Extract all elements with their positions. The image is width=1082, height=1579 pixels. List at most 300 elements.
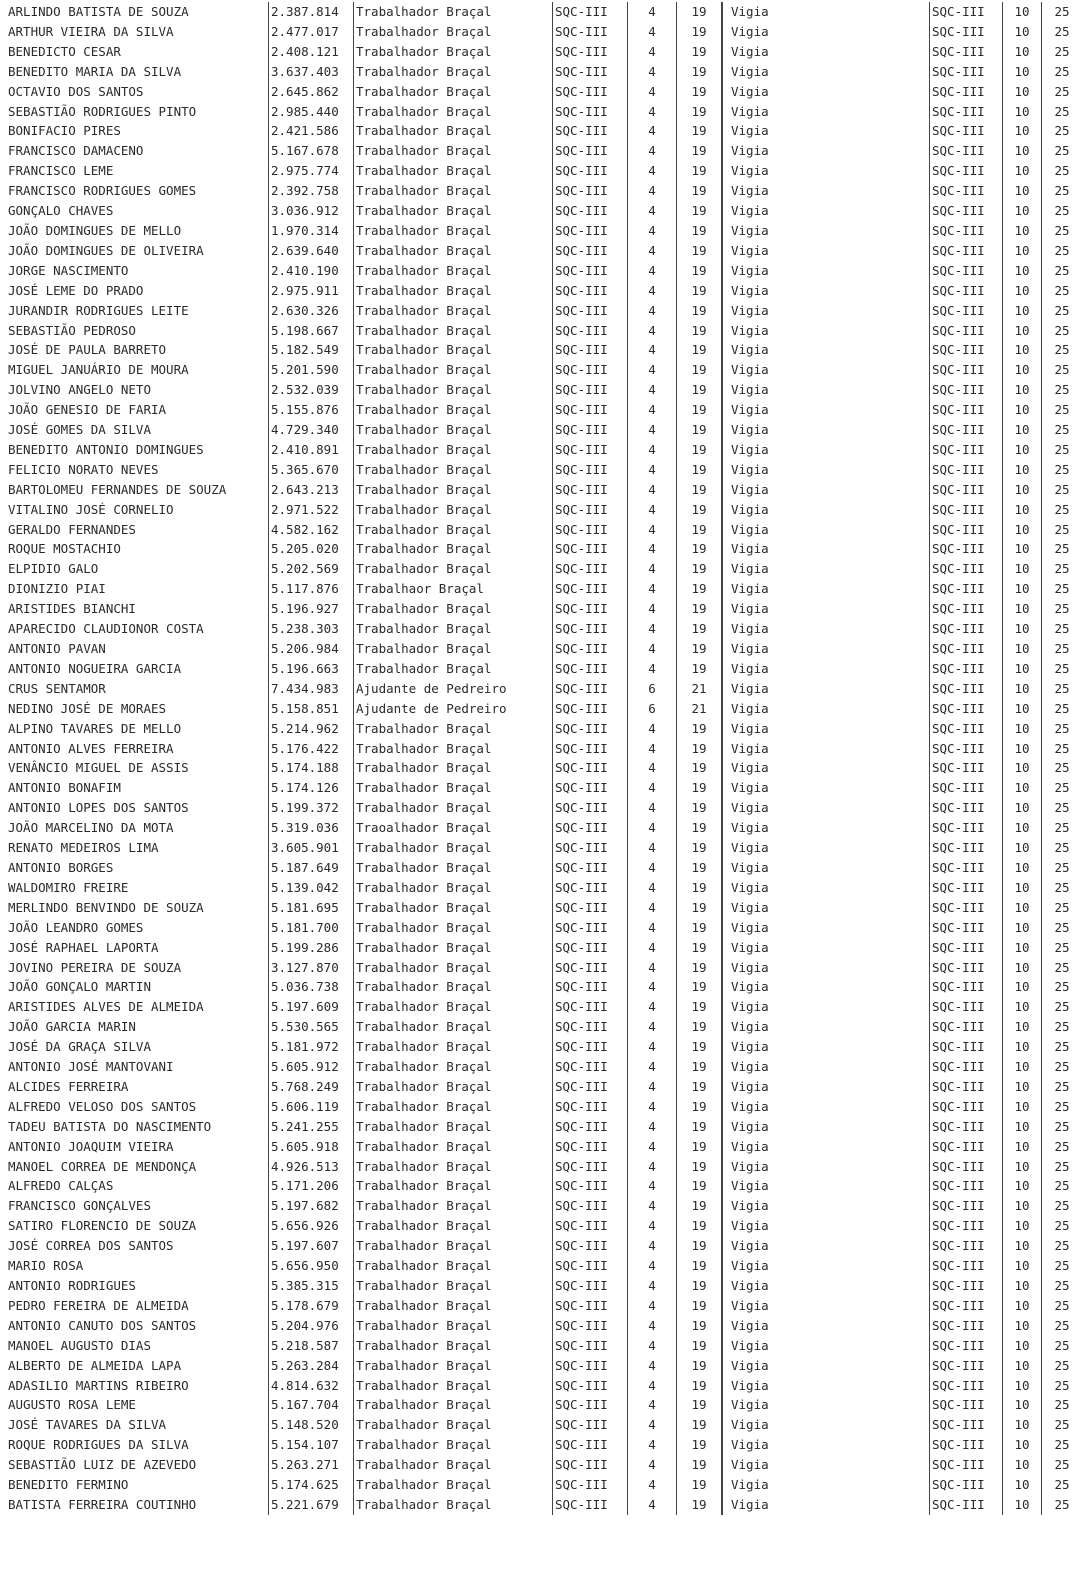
current-sqc: SQC-III <box>553 181 628 201</box>
new-role: Vigia <box>722 1395 930 1415</box>
new-sqc: SQC-III <box>930 440 1003 460</box>
new-grade: 25 <box>1042 1137 1082 1157</box>
employee-name: ANTONIO LOPES DOS SANTOS <box>8 800 189 816</box>
current-grade: 19 <box>677 301 723 321</box>
current-grade: 19 <box>677 858 723 878</box>
current-sqc: SQC-III <box>553 1475 628 1495</box>
new-ref: 10 <box>1003 1376 1042 1396</box>
current-role: Trabalhador Braçal <box>354 1415 553 1435</box>
employee-name: ROQUE RODRIGUES DA SILVA <box>8 1437 189 1453</box>
new-sqc: SQC-III <box>930 858 1003 878</box>
employee-name: ANTONIO BONAFIM <box>8 780 121 796</box>
new-role: Vigia <box>722 420 930 440</box>
current-sqc: SQC-III <box>553 1316 628 1336</box>
employee-name: ANTONIO JOAQUIM VIEIRA <box>8 1138 174 1154</box>
new-grade: 25 <box>1042 1077 1082 1097</box>
current-sqc: SQC-III <box>553 719 628 739</box>
employee-name: MANOEL CORREA DE MENDONÇA <box>8 1158 197 1174</box>
current-sqc: SQC-III <box>553 1196 628 1216</box>
current-ref: 4 <box>628 221 677 241</box>
new-grade: 25 <box>1042 818 1082 838</box>
new-grade: 25 <box>1042 699 1082 719</box>
table-row <box>4 520 1082 540</box>
table-row <box>4 141 1082 161</box>
employee-name: MERLINDO BENVINDO DE SOUZA <box>8 899 204 915</box>
current-grade: 19 <box>677 639 723 659</box>
current-ref: 4 <box>628 42 677 62</box>
new-sqc: SQC-III <box>930 2 1003 22</box>
current-grade: 19 <box>677 1256 723 1276</box>
new-role: Vigia <box>722 659 930 679</box>
employee-name: JOSÉ TAVARES DA SILVA <box>8 1417 167 1433</box>
employee-name: VENÂNCIO MIGUEL DE ASSIS <box>8 760 189 776</box>
current-ref: 4 <box>628 1435 677 1455</box>
current-ref: 4 <box>628 1356 677 1376</box>
new-role: Vigia <box>722 1057 930 1077</box>
new-role: Vigia <box>722 1256 930 1276</box>
new-sqc: SQC-III <box>930 201 1003 221</box>
employee-value: 2.532.039 <box>269 380 354 400</box>
employee-name: AUGUSTO ROSA LEME <box>8 1397 136 1413</box>
new-ref: 10 <box>1003 121 1042 141</box>
new-sqc: SQC-III <box>930 878 1003 898</box>
new-sqc: SQC-III <box>930 1077 1003 1097</box>
new-sqc: SQC-III <box>930 739 1003 759</box>
current-role: Trabalhador Braçal <box>354 898 553 918</box>
new-ref: 10 <box>1003 2 1042 22</box>
new-sqc: SQC-III <box>930 520 1003 540</box>
current-role: Trabalhador Braçal <box>354 440 553 460</box>
new-role: Vigia <box>722 778 930 798</box>
current-sqc: SQC-III <box>553 82 628 102</box>
new-grade: 25 <box>1042 1276 1082 1296</box>
new-role: Vigia <box>722 1117 930 1137</box>
new-grade: 25 <box>1042 42 1082 62</box>
current-ref: 4 <box>628 161 677 181</box>
new-role: Vigia <box>722 1037 930 1057</box>
table-row <box>4 539 1082 559</box>
table-row <box>4 1077 1082 1097</box>
employee-value: 2.408.121 <box>269 42 354 62</box>
current-grade: 19 <box>677 997 723 1017</box>
employee-name: ALFREDO CALÇAS <box>8 1178 114 1194</box>
employee-name: BENEDITO FERMINO <box>8 1477 129 1493</box>
current-role: Trabalhador Braçal <box>354 758 553 778</box>
employee-name: JOSÉ DA GRAÇA SILVA <box>8 1039 151 1055</box>
new-ref: 10 <box>1003 440 1042 460</box>
current-ref: 4 <box>628 400 677 420</box>
current-ref: 4 <box>628 619 677 639</box>
current-ref: 4 <box>628 1475 677 1495</box>
employee-name: JOSÉ RAPHAEL LAPORTA <box>8 939 159 955</box>
new-role: Vigia <box>722 141 930 161</box>
new-grade: 25 <box>1042 679 1082 699</box>
new-grade: 25 <box>1042 1435 1082 1455</box>
current-ref: 4 <box>628 639 677 659</box>
new-grade: 25 <box>1042 1196 1082 1216</box>
current-grade: 19 <box>677 241 723 261</box>
new-sqc: SQC-III <box>930 1236 1003 1256</box>
new-ref: 10 <box>1003 1117 1042 1137</box>
current-ref: 4 <box>628 739 677 759</box>
table-row <box>4 281 1082 301</box>
new-ref: 10 <box>1003 1236 1042 1256</box>
employee-name: BENEDITO ANTONIO DOMINGUES <box>8 441 204 457</box>
current-ref: 4 <box>628 1196 677 1216</box>
current-sqc: SQC-III <box>553 261 628 281</box>
table-row <box>4 241 1082 261</box>
current-grade: 19 <box>677 1157 723 1177</box>
current-sqc: SQC-III <box>553 520 628 540</box>
new-ref: 10 <box>1003 997 1042 1017</box>
current-sqc: SQC-III <box>553 1296 628 1316</box>
current-role: Trabalhador Braçal <box>354 1216 553 1236</box>
current-ref: 4 <box>628 121 677 141</box>
current-sqc: SQC-III <box>553 121 628 141</box>
employee-value: 1.970.314 <box>269 221 354 241</box>
current-grade: 19 <box>677 181 723 201</box>
current-ref: 4 <box>628 579 677 599</box>
new-ref: 10 <box>1003 1097 1042 1117</box>
new-ref: 10 <box>1003 380 1042 400</box>
new-ref: 10 <box>1003 42 1042 62</box>
current-ref: 4 <box>628 778 677 798</box>
employee-value: 2.392.758 <box>269 181 354 201</box>
new-grade: 25 <box>1042 1157 1082 1177</box>
current-role: Trabalhador Braçal <box>354 878 553 898</box>
new-role: Vigia <box>722 1097 930 1117</box>
current-ref: 4 <box>628 599 677 619</box>
employee-name: ANTONIO CANUTO DOS SANTOS <box>8 1317 197 1333</box>
current-sqc: SQC-III <box>553 400 628 420</box>
current-role: Trabalhador Braçal <box>354 360 553 380</box>
employee-value: 5.154.107 <box>269 1435 354 1455</box>
new-grade: 25 <box>1042 520 1082 540</box>
current-sqc: SQC-III <box>553 1276 628 1296</box>
new-ref: 10 <box>1003 758 1042 778</box>
table-row <box>4 798 1082 818</box>
new-ref: 10 <box>1003 1475 1042 1495</box>
current-role: Trabalhador Braçal <box>354 739 553 759</box>
new-ref: 10 <box>1003 1157 1042 1177</box>
employee-value: 5.204.976 <box>269 1316 354 1336</box>
new-role: Vigia <box>722 1137 930 1157</box>
current-sqc: SQC-III <box>553 1356 628 1376</box>
current-ref: 4 <box>628 1117 677 1137</box>
table-row <box>4 1475 1082 1495</box>
table-body <box>4 2 1082 1515</box>
new-grade: 25 <box>1042 619 1082 639</box>
employee-reclassification-table <box>4 2 1082 1515</box>
table-row <box>4 201 1082 221</box>
new-grade: 25 <box>1042 1495 1082 1515</box>
current-ref: 4 <box>628 420 677 440</box>
table-row <box>4 958 1082 978</box>
new-role: Vigia <box>722 1336 930 1356</box>
new-role: Vigia <box>722 619 930 639</box>
new-sqc: SQC-III <box>930 340 1003 360</box>
employee-value: 5.174.625 <box>269 1475 354 1495</box>
current-grade: 19 <box>677 1117 723 1137</box>
new-grade: 25 <box>1042 161 1082 181</box>
table-row <box>4 1336 1082 1356</box>
new-grade: 25 <box>1042 181 1082 201</box>
current-grade: 19 <box>677 659 723 679</box>
new-role: Vigia <box>722 1356 930 1376</box>
employee-value: 2.645.862 <box>269 82 354 102</box>
current-grade: 19 <box>677 938 723 958</box>
current-ref: 4 <box>628 1077 677 1097</box>
current-sqc: SQC-III <box>553 221 628 241</box>
current-sqc: SQC-III <box>553 42 628 62</box>
table-row <box>4 818 1082 838</box>
current-sqc: SQC-III <box>553 539 628 559</box>
new-ref: 10 <box>1003 480 1042 500</box>
new-grade: 25 <box>1042 400 1082 420</box>
employee-value: 5.263.271 <box>269 1455 354 1475</box>
table-row <box>4 181 1082 201</box>
employee-value: 5.117.876 <box>269 579 354 599</box>
new-role: Vigia <box>722 958 930 978</box>
employee-name: JOÃO GONÇALO MARTIN <box>8 979 151 995</box>
employee-name: VITALINO JOSÉ CORNELIO <box>8 501 174 517</box>
table-row <box>4 1455 1082 1475</box>
table-row <box>4 778 1082 798</box>
current-role: Trabalhador Braçal <box>354 1176 553 1196</box>
employee-value: 5.139.042 <box>269 878 354 898</box>
current-role: Trabalhador Braçal <box>354 539 553 559</box>
new-grade: 25 <box>1042 977 1082 997</box>
new-sqc: SQC-III <box>930 798 1003 818</box>
employee-value: 5.205.020 <box>269 539 354 559</box>
current-grade: 19 <box>677 400 723 420</box>
employee-name: BENEDICTO CESAR <box>8 43 121 59</box>
current-grade: 19 <box>677 161 723 181</box>
new-sqc: SQC-III <box>930 1216 1003 1236</box>
new-ref: 10 <box>1003 201 1042 221</box>
table-row <box>4 599 1082 619</box>
new-ref: 10 <box>1003 818 1042 838</box>
current-role: Trabalhador Braçal <box>354 301 553 321</box>
current-role: Trabalhador Braçal <box>354 1495 553 1515</box>
table-row <box>4 1495 1082 1515</box>
new-ref: 10 <box>1003 1455 1042 1475</box>
table-row <box>4 42 1082 62</box>
new-role: Vigia <box>722 1455 930 1475</box>
employee-value: 3.036.912 <box>269 201 354 221</box>
table-row <box>4 739 1082 759</box>
new-role: Vigia <box>722 997 930 1017</box>
new-role: Vigia <box>722 1296 930 1316</box>
employee-name: ALFREDO VELOSO DOS SANTOS <box>8 1098 197 1114</box>
new-sqc: SQC-III <box>930 778 1003 798</box>
new-ref: 10 <box>1003 1336 1042 1356</box>
current-grade: 19 <box>677 480 723 500</box>
current-ref: 4 <box>628 938 677 958</box>
employee-name: GONÇALO CHAVES <box>8 203 114 219</box>
new-sqc: SQC-III <box>930 1316 1003 1336</box>
table-row <box>4 1236 1082 1256</box>
employee-value: 5.206.984 <box>269 639 354 659</box>
employee-name: SATIRO FLORENCIO DE SOUZA <box>8 1218 197 1234</box>
current-role: Trabalhador Braçal <box>354 1316 553 1336</box>
new-grade: 25 <box>1042 2 1082 22</box>
new-grade: 25 <box>1042 420 1082 440</box>
current-ref: 4 <box>628 181 677 201</box>
current-grade: 21 <box>677 679 723 699</box>
new-grade: 25 <box>1042 360 1082 380</box>
current-ref: 4 <box>628 798 677 818</box>
table-row <box>4 679 1082 699</box>
current-sqc: SQC-III <box>553 161 628 181</box>
new-grade: 25 <box>1042 938 1082 958</box>
new-ref: 10 <box>1003 1495 1042 1515</box>
current-grade: 19 <box>677 599 723 619</box>
new-ref: 10 <box>1003 579 1042 599</box>
current-role: Trabalhador Braçal <box>354 918 553 938</box>
current-grade: 19 <box>677 1017 723 1037</box>
current-grade: 19 <box>677 1296 723 1316</box>
employee-name: MANOEL AUGUSTO DIAS <box>8 1337 151 1353</box>
employee-value: 5.199.372 <box>269 798 354 818</box>
new-ref: 10 <box>1003 181 1042 201</box>
current-ref: 4 <box>628 539 677 559</box>
new-role: Vigia <box>722 82 930 102</box>
new-ref: 10 <box>1003 1017 1042 1037</box>
new-sqc: SQC-III <box>930 1176 1003 1196</box>
current-role: Trabalhador Braçal <box>354 500 553 520</box>
current-sqc: SQC-III <box>553 1097 628 1117</box>
table-row <box>4 161 1082 181</box>
new-sqc: SQC-III <box>930 559 1003 579</box>
employee-value: 5.221.679 <box>269 1495 354 1515</box>
employee-value: 7.434.983 <box>269 679 354 699</box>
employee-name: JOÃO GENESIO DE FARIA <box>8 402 167 418</box>
current-role: Trabalhador Braçal <box>354 201 553 221</box>
new-grade: 25 <box>1042 878 1082 898</box>
current-grade: 19 <box>677 22 723 42</box>
current-sqc: SQC-III <box>553 1157 628 1177</box>
employee-value: 5.181.700 <box>269 918 354 938</box>
current-role: Trabalhador Braçal <box>354 1336 553 1356</box>
table-row <box>4 1276 1082 1296</box>
new-role: Vigia <box>722 739 930 759</box>
current-grade: 19 <box>677 1037 723 1057</box>
new-sqc: SQC-III <box>930 1455 1003 1475</box>
new-ref: 10 <box>1003 1316 1042 1336</box>
current-grade: 19 <box>677 898 723 918</box>
current-sqc: SQC-III <box>553 858 628 878</box>
employee-value: 5.187.649 <box>269 858 354 878</box>
new-grade: 25 <box>1042 1216 1082 1236</box>
new-ref: 10 <box>1003 699 1042 719</box>
employee-name: JOSÉ GOMES DA SILVA <box>8 422 151 438</box>
current-grade: 19 <box>677 460 723 480</box>
new-ref: 10 <box>1003 739 1042 759</box>
current-sqc: SQC-III <box>553 1176 628 1196</box>
current-ref: 6 <box>628 699 677 719</box>
new-role: Vigia <box>722 340 930 360</box>
current-grade: 19 <box>677 1455 723 1475</box>
new-grade: 25 <box>1042 221 1082 241</box>
current-grade: 19 <box>677 420 723 440</box>
new-role: Vigia <box>722 1475 930 1495</box>
new-grade: 25 <box>1042 719 1082 739</box>
new-grade: 25 <box>1042 1296 1082 1316</box>
new-role: Vigia <box>722 579 930 599</box>
new-sqc: SQC-III <box>930 1495 1003 1515</box>
table-row <box>4 1435 1082 1455</box>
new-grade: 25 <box>1042 1236 1082 1256</box>
new-sqc: SQC-III <box>930 1296 1003 1316</box>
new-role: Vigia <box>722 500 930 520</box>
current-grade: 19 <box>677 739 723 759</box>
current-role: Trabalhador Braçal <box>354 520 553 540</box>
employee-value: 5.148.520 <box>269 1415 354 1435</box>
employee-name: ARTHUR VIEIRA DA SILVA <box>8 23 174 39</box>
employee-value: 5.606.119 <box>269 1097 354 1117</box>
employee-value: 5.214.962 <box>269 719 354 739</box>
new-role: Vigia <box>722 520 930 540</box>
current-ref: 4 <box>628 858 677 878</box>
new-ref: 10 <box>1003 62 1042 82</box>
employee-value: 5.167.704 <box>269 1395 354 1415</box>
table-row <box>4 1117 1082 1137</box>
current-ref: 4 <box>628 62 677 82</box>
current-sqc: SQC-III <box>553 301 628 321</box>
current-ref: 4 <box>628 201 677 221</box>
employee-value: 5.167.678 <box>269 141 354 161</box>
new-ref: 10 <box>1003 141 1042 161</box>
current-sqc: SQC-III <box>553 201 628 221</box>
employee-name: ARLINDO BATISTA DE SOUZA <box>8 4 189 19</box>
current-role: Traoalhador Braçal <box>354 818 553 838</box>
table-row <box>4 579 1082 599</box>
new-sqc: SQC-III <box>930 82 1003 102</box>
employee-value: 5.605.912 <box>269 1057 354 1077</box>
new-grade: 25 <box>1042 1415 1082 1435</box>
current-grade: 19 <box>677 758 723 778</box>
employee-name: JOVINO PEREIRA DE SOUZA <box>8 959 182 975</box>
current-sqc: SQC-III <box>553 2 628 22</box>
table-row <box>4 878 1082 898</box>
new-ref: 10 <box>1003 619 1042 639</box>
new-ref: 10 <box>1003 1435 1042 1455</box>
employee-value: 5.241.255 <box>269 1117 354 1137</box>
current-ref: 4 <box>628 22 677 42</box>
new-ref: 10 <box>1003 520 1042 540</box>
table-row <box>4 918 1082 938</box>
current-role: Trabalhador Braçal <box>354 420 553 440</box>
employee-value: 5.656.926 <box>269 1216 354 1236</box>
new-ref: 10 <box>1003 679 1042 699</box>
current-sqc: SQC-III <box>553 1336 628 1356</box>
new-ref: 10 <box>1003 340 1042 360</box>
current-ref: 4 <box>628 380 677 400</box>
current-ref: 4 <box>628 301 677 321</box>
employee-value: 5.605.918 <box>269 1137 354 1157</box>
new-grade: 25 <box>1042 659 1082 679</box>
current-role: Trabalhador Braçal <box>354 22 553 42</box>
current-grade: 19 <box>677 1137 723 1157</box>
new-ref: 10 <box>1003 778 1042 798</box>
employee-name: JOÃO MARCELINO DA MOTA <box>8 820 174 836</box>
current-role: Trabalhador Braçal <box>354 1037 553 1057</box>
employee-name: FRANCISCO RODRIGUES GOMES <box>8 183 197 199</box>
new-ref: 10 <box>1003 977 1042 997</box>
current-ref: 4 <box>628 261 677 281</box>
current-grade: 19 <box>677 539 723 559</box>
